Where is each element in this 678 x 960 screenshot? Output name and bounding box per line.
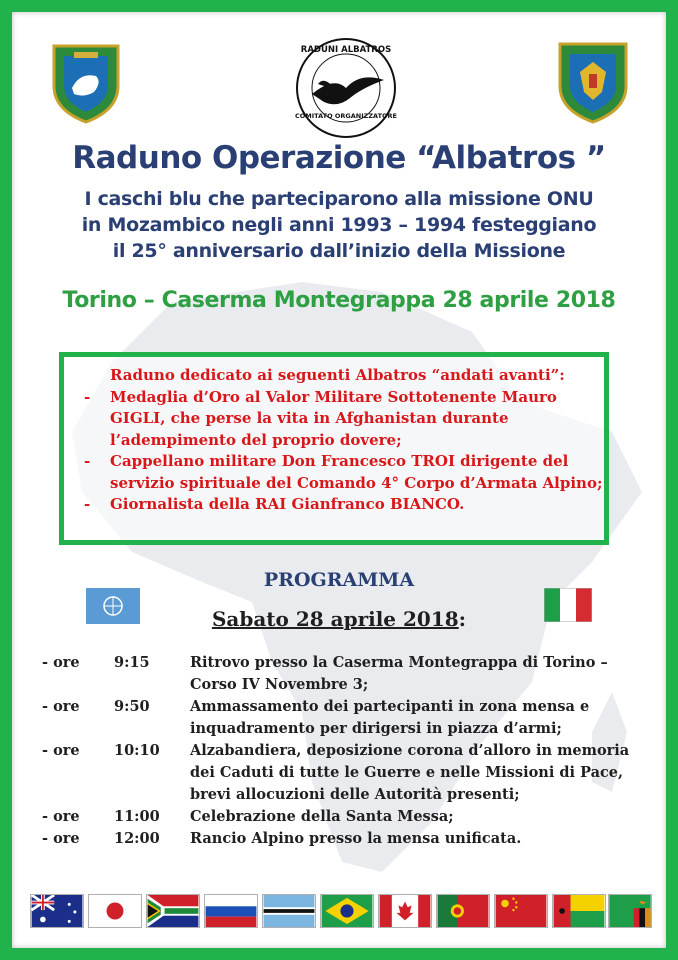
japan-flag <box>88 894 142 928</box>
schedule-prefix: - ore <box>42 654 80 671</box>
dedication-line: servizio spirituale del Comando 4° Corpo d’Armata Alpino; <box>110 473 603 492</box>
schedule-line: Corso IV Novembre 3; <box>190 676 369 693</box>
brazil-flag <box>320 894 374 928</box>
russia-flag <box>204 894 258 928</box>
schedule-prefix: - ore <box>42 808 80 825</box>
dedication-line: GIGLI, che perse la vita in Afghanistan durante <box>110 409 509 427</box>
botswana-flag <box>262 894 316 928</box>
schedule-prefix: - ore <box>42 742 80 759</box>
schedule-time: 10:10 <box>114 742 160 759</box>
bullet-dash: - <box>84 452 91 470</box>
dedication-line: Cappellano militare Don Francesco TROI dirigente del <box>110 452 569 470</box>
left-crest-icon <box>50 42 122 124</box>
schedule-row <box>42 806 642 828</box>
dedication-box <box>59 352 609 545</box>
schedule-line: Alzabandiera, deposizione corona d’alloro in memoria <box>190 742 630 759</box>
schedule-prefix: - ore <box>42 830 80 847</box>
china-flag <box>494 894 548 928</box>
page-title: Raduno Operazione “Albatros ” <box>72 140 606 176</box>
south-africa-flag <box>146 894 200 928</box>
logo-bottom-text: COMITATO ORGANIZZATORE <box>295 112 397 120</box>
subtitle <box>12 186 666 264</box>
schedule-line: Celebrazione della Santa Messa; <box>190 808 454 825</box>
schedule-time: 12:00 <box>114 830 160 847</box>
schedule <box>42 652 642 850</box>
schedule-time: 11:00 <box>114 808 160 825</box>
poster <box>12 12 666 948</box>
subtitle-line: il 25° anniversario dall’inizio della Missione <box>112 240 566 262</box>
dedication-item <box>84 451 604 494</box>
schedule-time: 9:50 <box>114 698 150 715</box>
schedule-row <box>42 652 642 696</box>
guinea-bissau-flag <box>552 894 606 928</box>
zambia-flag <box>608 894 652 928</box>
program-date <box>12 607 666 631</box>
australia-flag <box>30 894 84 928</box>
dedication-item <box>84 494 604 516</box>
subtitle-line: in Mozambico negli anni 1993 – 1994 festeggiano <box>81 214 597 236</box>
bullet-dash: - <box>84 387 91 406</box>
dedication-line: Giornalista della RAI Gianfranco BIANCO. <box>110 495 465 513</box>
canada-flag <box>378 894 432 928</box>
right-crest-icon <box>556 40 630 124</box>
schedule-row <box>42 828 642 850</box>
program-title: PROGRAMMA <box>263 569 415 591</box>
schedule-line: dei Caduti di tutte le Guerre e nelle Missioni di Pace, <box>190 764 624 781</box>
subtitle-line: I caschi blu che parteciparono alla missione ONU <box>84 188 594 210</box>
dedication-line: Medaglia d’Oro al Valor Militare Sottotenente Mauro <box>110 387 557 406</box>
program-date-suffix: : <box>458 607 467 631</box>
venue-date: Torino – Caserma Montegrappa 28 aprile 2018 <box>62 288 616 313</box>
schedule-line: Ammassamento dei partecipanti in zona mensa e <box>190 698 590 715</box>
program-date-text: Sabato 28 aprile 2018 <box>211 607 459 631</box>
schedule-time: 9:15 <box>114 654 150 671</box>
schedule-line: inquadramento per dirigersi in piazza d’armi; <box>190 720 562 737</box>
dedication-line: l’adempimento del proprio dovere; <box>110 430 402 449</box>
portugal-flag <box>436 894 490 928</box>
dedication-item <box>84 387 604 452</box>
schedule-line: Rancio Alpino presso la mensa unificata. <box>190 830 522 847</box>
schedule-row <box>42 696 642 740</box>
schedule-line: Ritrovo presso la Caserma Montegrappa di Torino – <box>190 654 608 671</box>
schedule-line: brevi allocuzioni delle Autorità presenti; <box>190 786 520 803</box>
schedule-row <box>42 740 642 806</box>
schedule-prefix: - ore <box>42 698 80 715</box>
logo-top-text: RADUNI ALBATROS <box>300 45 392 55</box>
bullet-dash: - <box>84 495 91 513</box>
dedication-heading: Raduno dedicato ai seguenti Albatros “andati avanti”: <box>110 366 565 384</box>
